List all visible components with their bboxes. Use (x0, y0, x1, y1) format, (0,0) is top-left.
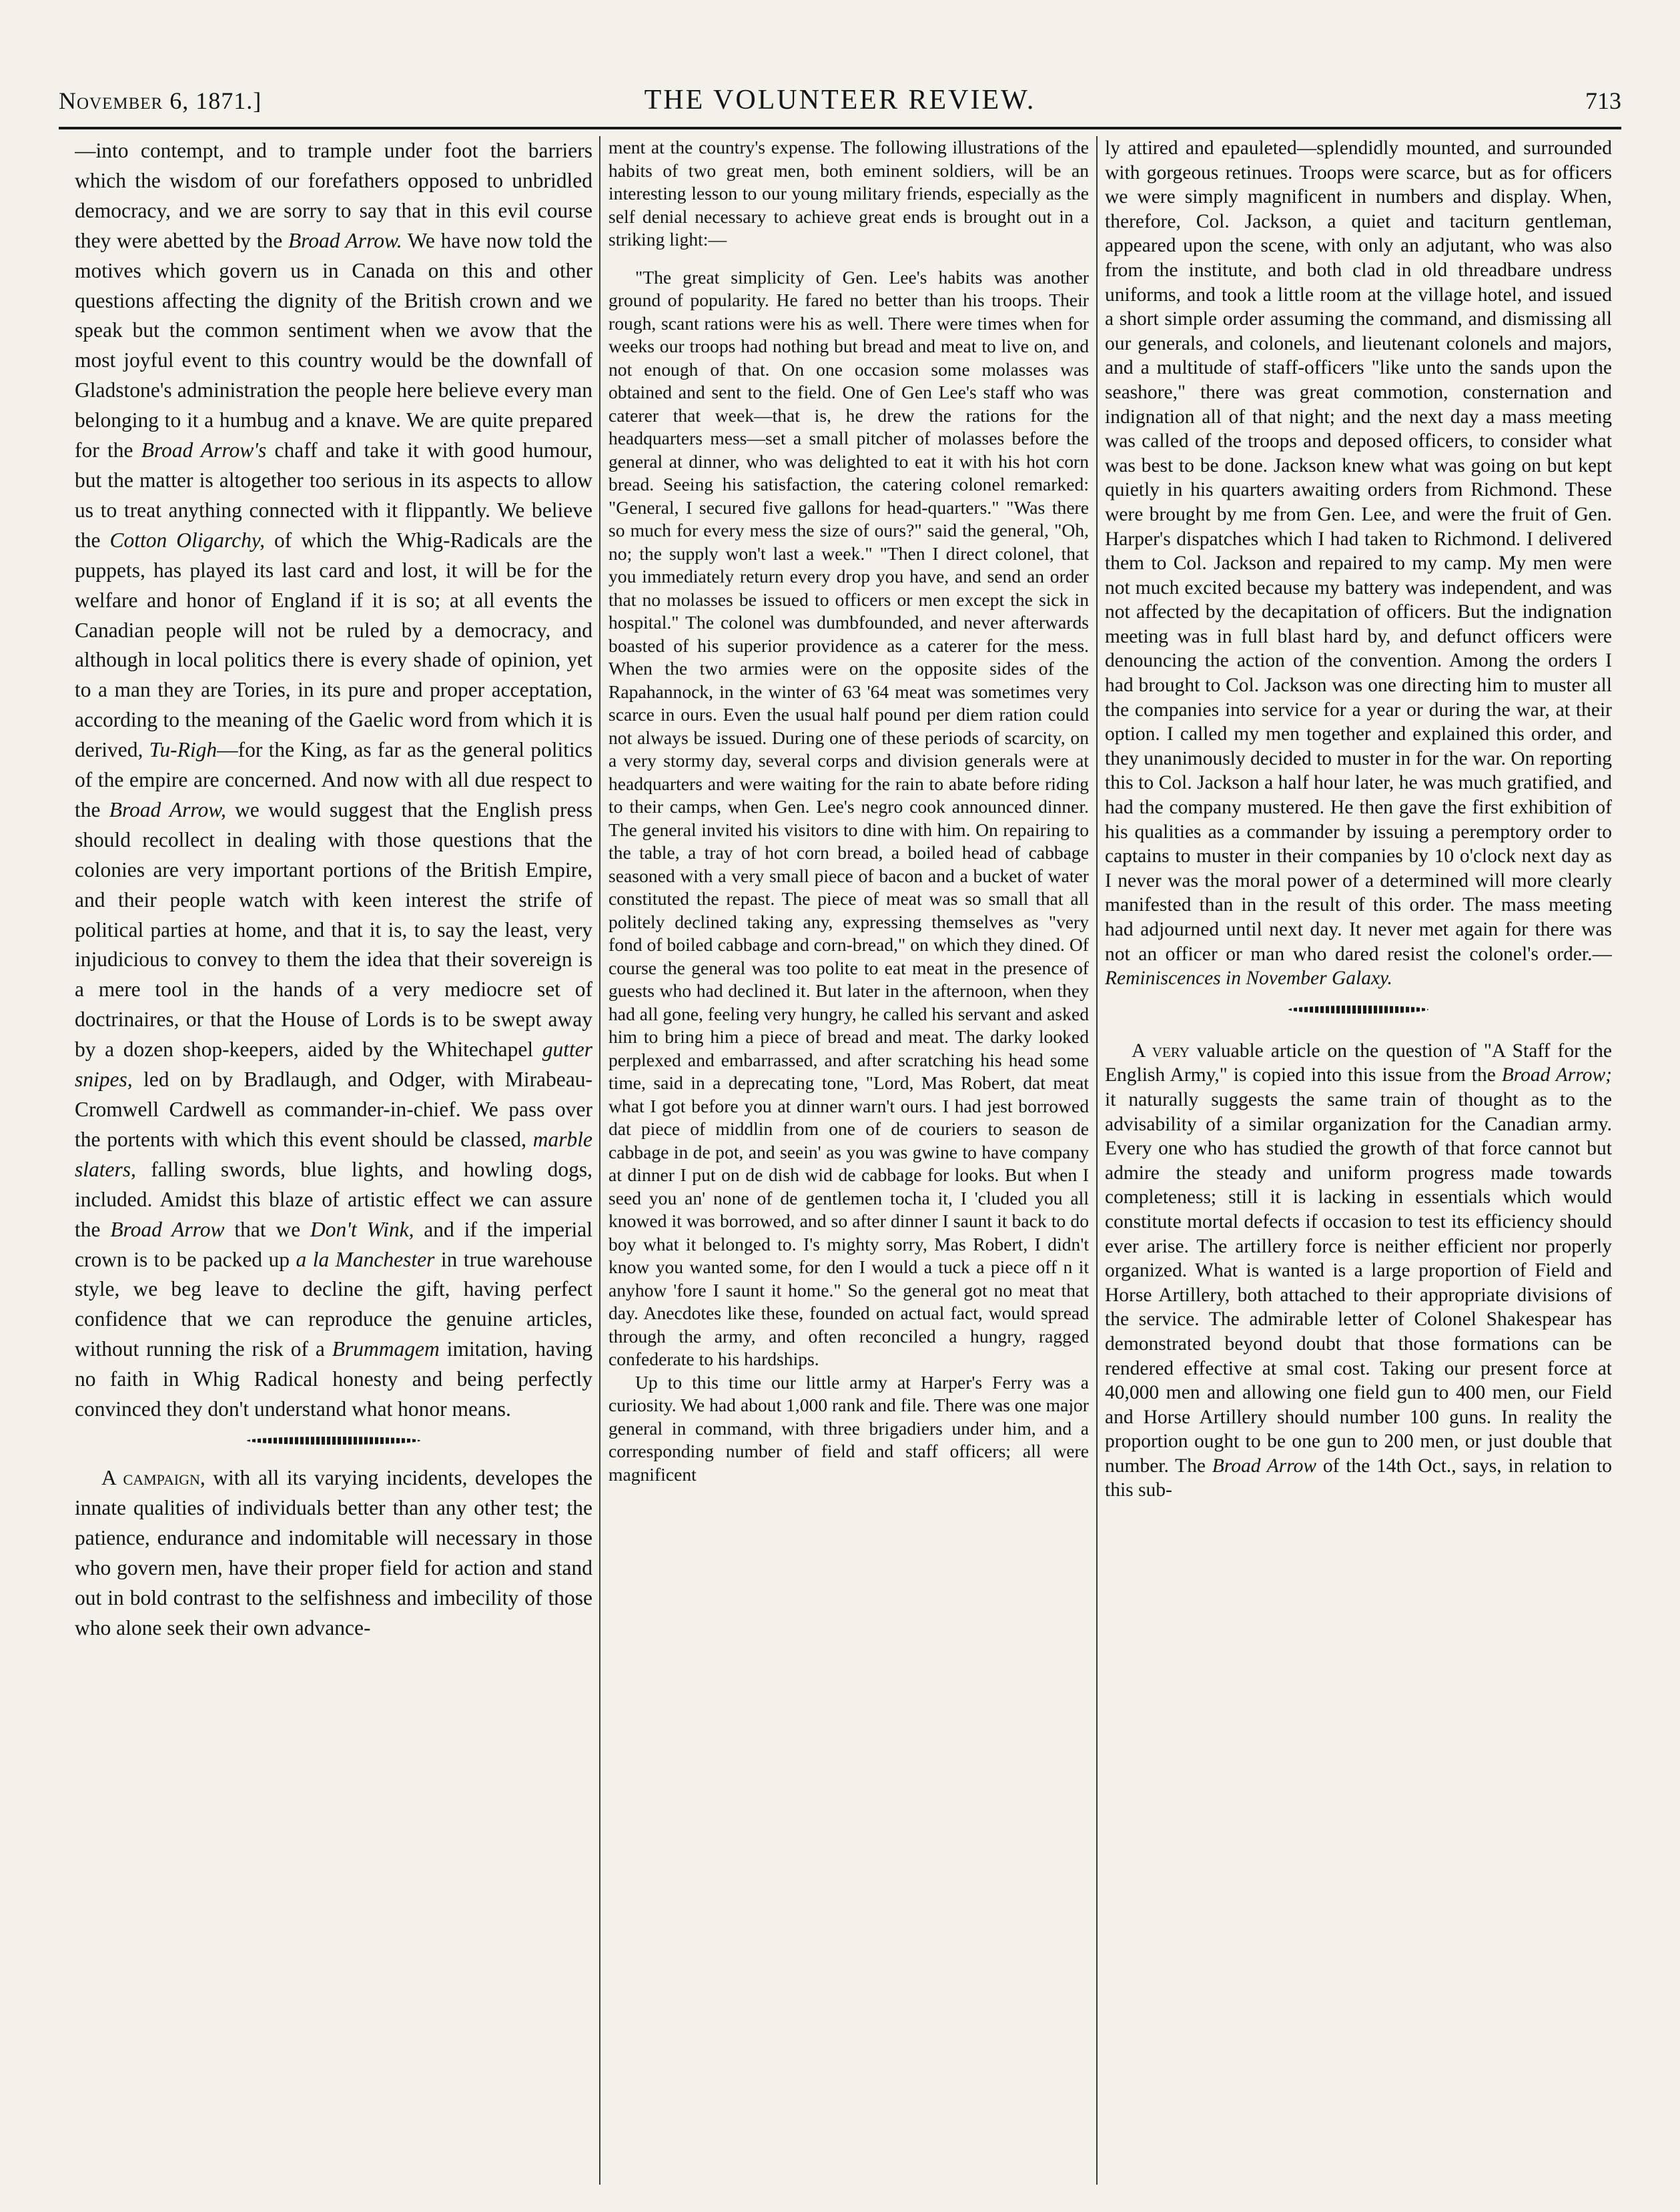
article-paragraph: —into contempt, and to trample under foot the barriers which the wisdom of our forefathers opposed to unbridled democracy, and we are sorry to say that in this evil course they were abetted by the Broad Arrow. We have now told the motives which govern us in Canada on this and other questions affecting the dignity of the British crown and we speak but the common sentiment when we avow that the most joyful event to this country would be the downfall of Gladstone's administration the people here believe every man belonging to it a humbug and a knave. We are quite prepared for the Broad Arrow's chaff and take it with good humour, but the matter is altogether too serious in its aspects to allow us to treat anything connected with it flippantly. We believe the Cotton Oligarchy, of which the Whig-Radicals are the puppets, has played its last card and lost, it will be for the welfare and honor of England if it is so; at all events the Canadian people will not be ruled by a democracy, and although in local politics there is every shade of opinion, yet to a man they are Tories, in its pure and proper acceptation, according to the meaning of the Gaelic word from which it is derived, Tu-Righ—for the King, as far as the general politics of the empire are concerned. And now with all due respect to the Broad Arrow, we would suggest that the English press should recollect in dealing with those questions that the colonies are very important portions of the British Empire, and their people watch with keen interest the strife of political parties at home, and that it is, to say the least, very injudicious to convey to them the idea that their sovereign is a mere tool in the hands of a very mediocre set of doctrinaires, or that the House of Lords is to be swept away by a dozen shop-keepers, aided by the Whitechapel gutter snipes, led on by Bradlaugh, and Odger, with Mirabeau-Cromwell Cardwell as commander-in-chief. We pass over the portents with which this event should be classed, marble slaters, falling swords, blue lights, and howling dogs, included. Amidst this blaze of artistic effect we can assure the Broad Arrow that we Don't Wink, and if the imperial crown is to be packed up a la Manchester in true warehouse style, we beg leave to decline the gift, having perfect confidence that we can reproduce the genuine articles, without running the risk of a Brummagem imitation, having no faith in Whig Radical honesty and being perfectly convinced they don't understand what honor means. (75, 139, 592, 1421)
column-2 (608, 136, 1089, 2178)
column-rule-1 (599, 136, 600, 2185)
column-1 (75, 136, 592, 2178)
article-paragraph: A campaign, with all its varying incidents, developes the innate qualities of individuals better than any other test; the patience, endurance and indomitable will necessary in those who govern men, have their proper field for action and stand out in bold contrast to the selfishness and imbecility of those who alone seek their own advance- (75, 1465, 592, 1639)
section-divider-ornament (247, 1437, 420, 1445)
quoted-paragraph: ly attired and epauleted—splendidly mounted, and surrounded with gorgeous retinues. Troops were scarce, but as for officers we were simply magnificent in numbers and display. When, therefore, Col. Jackson, a quiet and taciturn gentleman, appeared upon the scene, with only an adjutant, who was also from the institute, and both clad in old threadbare undress uniforms, and took a little room at the village hotel, and issued a short simple order assuming the command, and dismissing all our generals, and colonels, and lieutenant colonels and majors, and a multitude of staff-officers "like unto the sands upon the seashore," there was great commotion, consternation and indignation all of that night; and the next day a mass meeting was called of the troops and deposed officers, to consider what was best to be done. Jackson knew what was going on but kept quietly in his quarters awaiting orders from Richmond. These were brought by me from Gen. Lee, and were the fruit of Gen. Harper's dispatches which I had taken to Richmond. I delivered them to Col. Jackson and repaired to my camp. My men were not much excited because my battery was independent, and was not affected by the decapitation of officers. But the indignation meeting was in full blast hard by, and defunct officers were denouncing the action of the convention. Among the orders I had brought to Col. Jackson was one directing him to muster all the companies into service for a year or during the war, at their option. I called my men together and explained this order, and they unanimously decided to muster in for the war. On reporting this to Col. Jackson a half hour later, he was much gratified, and had the company mustered. He then gave the first exhibition of his qualities as a commander by issuing a peremptory order to captains to muster in their companies by 10 o'clock next day as I never was the moral power of a determined will more clearly manifested than in the result of this order. The mass meeting had adjourned until next day. It never met again for there was not an officer or man who dared resist the colonel's order.—Reminiscences in November Galaxy. (1105, 137, 1612, 990)
page-number: 713 (1585, 87, 1621, 114)
column-3 (1105, 136, 1612, 2178)
quoted-paragraph: Up to this time our little army at Harper's Ferry was a curiosity. We had about 1,000 rank and file. There was one major general in command, with three brigadiers under him, and a corresponding number of field and staff officers; all were magnificent (608, 1371, 1089, 1485)
masthead-title: THE VOLUNTEER REVIEW. (644, 85, 1036, 115)
article-paragraph: ment at the country's expense. The following illustrations of the habits of two great men, both eminent soldiers, will be an interesting lesson to our young military friends, especially as the self denial necessary to achieve great ends is brought out in a striking light:— (608, 137, 1089, 250)
section-divider-ornament (1288, 1006, 1428, 1014)
issue-date: November 6, 1871.] (59, 87, 262, 114)
quoted-paragraph: "The great simplicity of Gen. Lee's habits was another ground of popularity. He fared no better than his troops. Their rough, scant rations were his as well. There were times when for weeks our troops had nothing but bread and meat to live on, and not enough of that. On one occasion some molasses was obtained and sent to the field. One of Gen Lee's staff who was caterer that week—that is, he drew the rations for the headquarters mess—set a small pitcher of molasses before the general at dinner, who was delighted to eat it with his hot corn bread. Seeing his satisfaction, the catering colonel remarked: "General, I secured five gallons for head-quarters." "Was there so much for every mess the size of ours?" said the general, "Oh, no; the supply won't last a week." "Then I direct colonel, that you immediately return every drop you have, and send an order that no molasses be issued to officers or men except the sick in hospital." The colonel was dumbfounded, and never afterwards boasted of his superior providence as a caterer for the mess. When the two armies were on the opposite sides of the Rapahannock, in the winter of 63 '64 meat was sometimes very scarce in ours. Even the usual half pound per diem ration could not always be issued. During one of these periods of scarcity, on a very stormy day, several corps and division generals were at headquarters and were waiting for the rain to abate before riding to their camps, when Gen. Lee's negro cook announced dinner. The general invited his visitors to dine with him. On repairing to the table, a tray of hot corn bread, a boiled head of cabbage seasoned with a very small piece of bacon and a bucket of water constituted the repast. The piece of meat was so small that all politely declined taking any, expressing themselves as "very fond of boiled cabbage and corn-bread," on which they dined. Of course the general was too polite to eat meat in the presence of guests who had declined it. But later in the afternoon, when they had all gone, feeling very hungry, he called his servant and asked him to bring him a piece of bread and meat. The darky looked perplexed and embarrassed, and after scratching his head some time, said in a deprecating tone, "Lord, Mas Robert, dat meat what I got before you at dinner warn't ours. I had jest borrowed dat piece of middlin from one of de couriers to season de cabbage in de pot, and seein' as you was gwine to have company at dinner I put on de dish wid de cabbage for looks. But when I seed you an' none of de gentlemen tocha it, I 'cluded you all knowed it was borrowed, and so after dinner I saunt it back to do boy what it belonged to. I's mighty sorry, Mas Robert, I didn't know you wanted some, for den I would a tuck a piece off n it anyhow 'fore I saunt it home." So the general got no meat that day. Anecdotes like these, founded on actual fact, would spread through the army, and often reconciled a hungry, ragged confederate to his hardships. (608, 266, 1089, 1369)
header-rule (59, 127, 1621, 129)
article-paragraph: A very valuable article on the question of "A Staff for the English Army," is copied into this issue from the Broad Arrow; it naturally suggests the same train of thought as to the advisability of a similar organization for the Canadian army. Every one who has studied the growth of that force cannot but admire the steady and uniform progress made towards completeness; still it is lacking in essentials which would constitute mortal defects if occasion to test its efficiency should ever arise. The artillery force is neither efficient nor properly organized. What is wanted is a large proportion of Field and Horse Artillery, both attached to their appropriate divisions of the service. The admirable letter of Colonel Shakespear has demonstrated beyond doubt that those formations can be rendered effective at smal cost. Taking our present force at 40,000 men and allowing one field gun to 400 men, our Field and Horse Artillery should number 100 guns. In reality the proportion ought to be one gun to 200 men, or just double that number. The Broad Arrow of the 14th Oct., says, in relation to this sub- (1105, 1040, 1612, 1501)
column-rule-2 (1096, 136, 1098, 2185)
page-header (59, 80, 1621, 127)
